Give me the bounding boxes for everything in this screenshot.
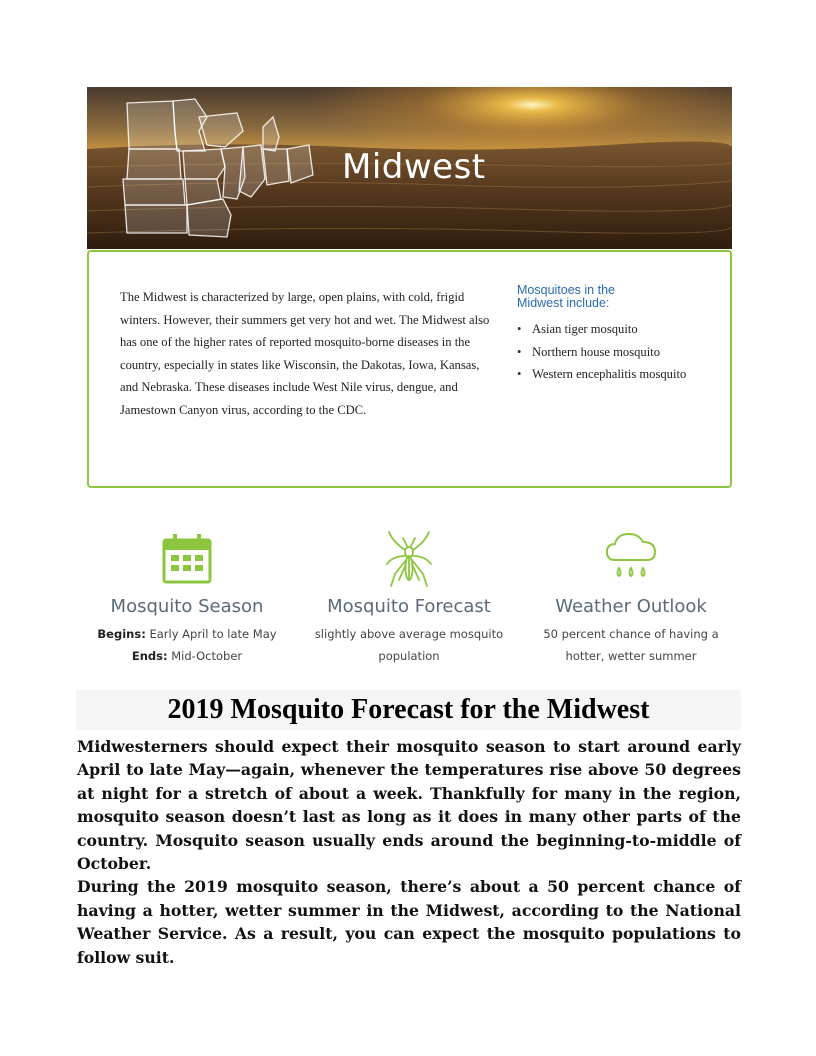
article-paragraph-1: Midwesterners should expect their mosquito season to start around early April to late May—again, whenever the temperatures rise above 50 degrees at night for a stretch of about a week. Thankfully for many in the region, mosquito season doesn’t last as long as it does in many other parts of the country. Mosquito season usually ends around the beginning-to-middle of October. <box>77 737 741 874</box>
begins-value: Early April to late May <box>145 627 277 641</box>
weather-outlook-detail: 50 percent chance of having a hotter, wetter summer <box>543 627 719 663</box>
article-paragraph-2: During the 2019 mosquito season, there’s about a 50 percent chance of having a hotter, wetter summer in the Midwest, according to the National Weather Service. As a result, you can expect the mosquito populations to follow suit. <box>77 877 741 967</box>
mosquito-forecast-feature <box>304 530 514 667</box>
mosquito-species-panel <box>517 284 717 386</box>
article-heading: 2019 Mosquito Forecast for the Midwest <box>167 694 650 725</box>
article-body <box>77 735 741 969</box>
mosquito-forecast-title: Mosquito Forecast <box>327 596 491 617</box>
list-item: • Asian tiger mosquito <box>517 318 717 341</box>
weather-outlook-feature <box>526 530 736 667</box>
ends-label: Ends: <box>131 649 168 663</box>
ends-value: Mid-October <box>167 649 243 663</box>
calendar-icon <box>161 530 213 588</box>
rain-cloud-icon <box>603 530 659 588</box>
mosquito-species-list <box>517 318 717 386</box>
mosquito-season-detail <box>82 623 292 667</box>
hero-banner <box>87 87 732 249</box>
list-item: • Northern house mosquito <box>517 341 717 364</box>
mosquito-season-feature <box>82 530 292 667</box>
weather-outlook-title: Weather Outlook <box>555 596 707 617</box>
mosquito-species-title: Mosquitoes in the Midwest include: <box>517 283 615 310</box>
mosquito-icon <box>383 530 435 588</box>
mosquito-forecast-detail: slightly above average mosquito population <box>314 627 504 663</box>
region-info-card <box>87 250 732 488</box>
mosquito-season-title: Mosquito Season <box>110 596 264 617</box>
banner-title: Midwest <box>342 147 486 187</box>
begins-label: Begins: <box>97 627 146 641</box>
list-item: • Western encephalitis mosquito <box>517 363 717 386</box>
region-description: The Midwest is characterized by large, open plains, with cold, frigid winters. However, their summers get very hot and wet. The Midwest also has one of the higher rates of reported mosquito-borne diseases in the country, especially in states like Wisconsin, the Dakotas, Iowa, Kansas, and Nebraska. These diseases include West Nile virus, dengue, and Jamestown Canyon virus, according to the CDC. <box>120 290 490 417</box>
